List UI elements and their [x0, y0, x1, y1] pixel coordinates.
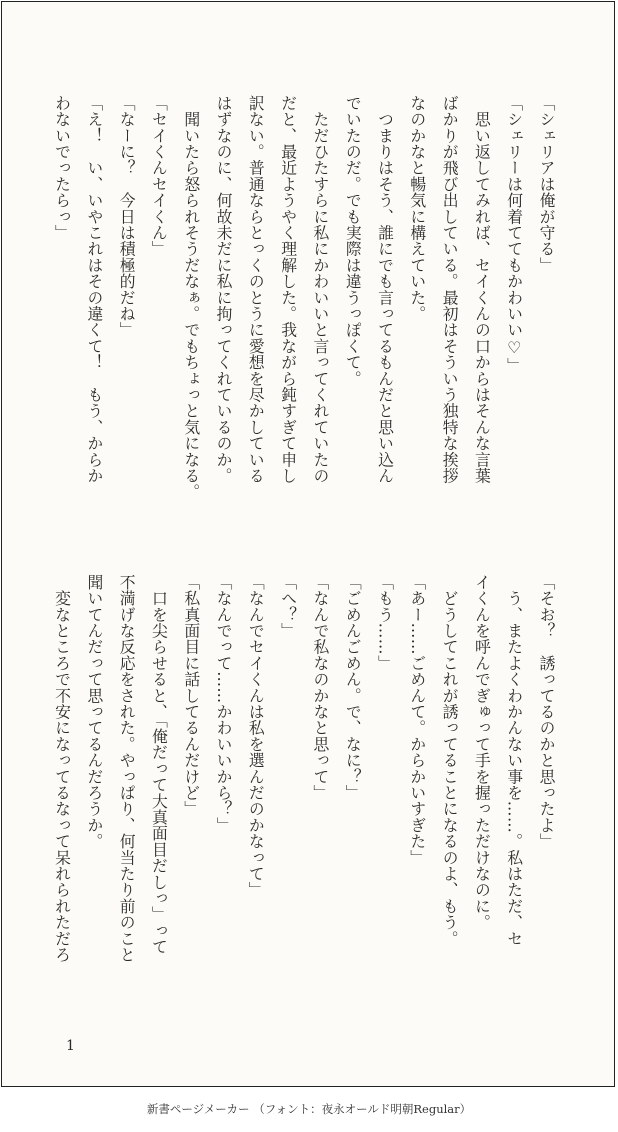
text-line: 「シェリアは俺が守る」 [537, 95, 556, 274]
text-line: 「え！ い、いやこれはその違くて！ もう、からか [84, 95, 104, 484]
text-line: つまりはそう、誰にでも言ってるもんだと思い込ん [375, 95, 395, 484]
text-line: 「シェリーは何着ててもかわいい♡」 [504, 95, 524, 374]
text-line: イくんを呼んでぎゅって手を握っただけなのに。 [472, 574, 492, 931]
text-line: なのかなと暢気に構えていた。 [407, 95, 427, 322]
text-line: 変なところで不安になってるなって呆れられただろ [52, 574, 72, 963]
text-line: ばかりが飛び出している。最初はそういう独特な挨拶 [440, 95, 460, 484]
text-line: 「あー……ごめんて。からかいすぎた」 [407, 574, 427, 866]
text-line: 「もう……」 [375, 574, 395, 672]
text-line: どうしてこれが誘ってることになるのよ、もう。 [440, 574, 460, 947]
text-line: 聞いてんだって思ってるんだろうか。 [84, 574, 104, 850]
page-number: 1 [66, 1038, 75, 1054]
text-line: 口を尖らせると、「俺だって大真面目だしっ」って [149, 574, 169, 955]
upper-text-block [45, 95, 562, 535]
text-line: 「へ？」 [278, 574, 298, 639]
text-line: はずなのに、何故未だに私に拘ってくれているのか。 [214, 95, 234, 484]
text-line: 思い返してみれば、セイくんの口からはそんな言葉 [472, 95, 492, 484]
text-line: 「私真面目に話してるんだけど」 [181, 574, 201, 817]
text-line: 「なんで私なのかなと思って」 [310, 574, 330, 801]
text-line: 「ごめんごめん。で、なに？」 [343, 574, 363, 801]
text-line: 訳ない。普通ならとっくのとうに愛想を尽かしている [246, 95, 266, 484]
footer-caption: 新書ページメーカー （フォント：夜永オールド明朝Regular） [146, 1102, 472, 1116]
book-page [1, 1, 615, 1087]
text-line: だと、最近ようやく理解した。我ながら鈍すぎて申し [278, 95, 298, 484]
text-line: でいたのだ。でも実際は違うっぽくて。 [343, 95, 363, 387]
text-line: 「なんでセイくんは私を選んだのかなって」 [246, 574, 266, 898]
text-line: 聞いたら怒られそうだなぁ。でもちょっと気になる。 [181, 95, 201, 500]
text-line: 「セイくんセイくん」 [149, 95, 169, 257]
lower-text-block [45, 574, 562, 1014]
text-line: わないでったらっ」 [52, 95, 72, 241]
text-line: う、またよくわかんない事を……。私はただ、セ [504, 574, 524, 947]
text-line: 「そお？ 誘ってるのかと思ったよ」 [537, 574, 556, 850]
text-line: 不満げな反応をされた。やっぱり、何当たり前のこと [117, 574, 137, 963]
text-line: 「なーに？ 今日は積極的だね」 [117, 95, 137, 338]
text-line: ただひたすらに私にかわいいと言ってくれていたの [310, 95, 330, 484]
text-line: 「なんでって……かわいいから？」 [214, 574, 234, 834]
